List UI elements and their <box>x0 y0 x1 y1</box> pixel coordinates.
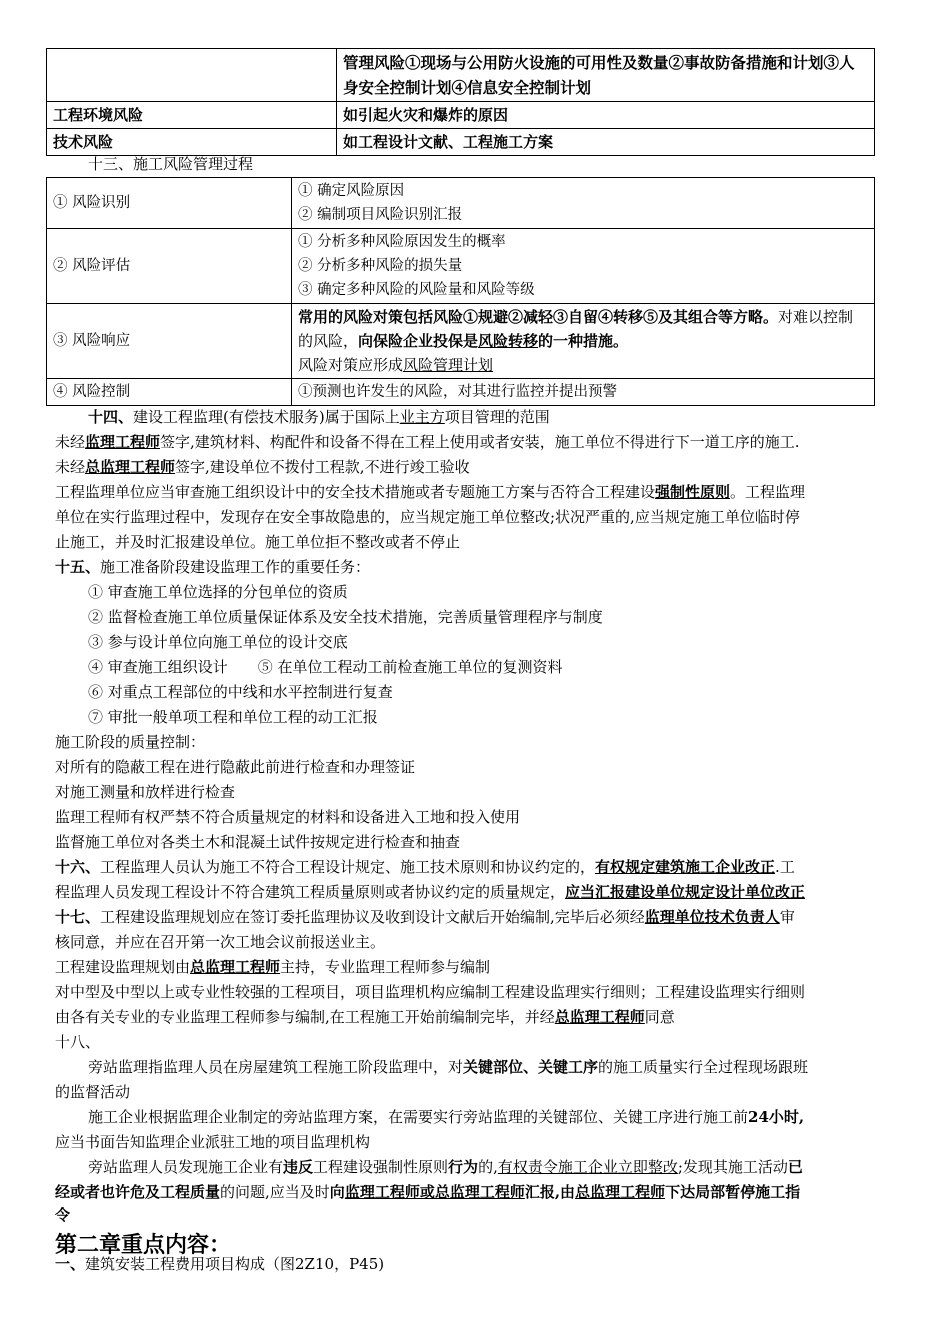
text: 签字,建筑材料、构配件和设备不得在工程上使用或者安装，施工单位不得进行下一道工序的施工. <box>160 433 800 451</box>
text: 总监理工程师 <box>85 458 176 476</box>
text: 24小时 <box>748 1108 799 1126</box>
list-item: ③ 确定多种风险的风险量和风险等级 <box>298 282 535 298</box>
text: 建筑安装工程费用项目构成（图2Z10，P45) <box>85 1255 385 1273</box>
text: 的一种措施。 <box>538 332 629 350</box>
table-cell <box>292 178 875 229</box>
paragraph: 核同意，并应在召开第一次工地会议前报送业主。 <box>55 933 386 951</box>
response-plan <box>298 353 868 377</box>
text: , <box>798 1108 805 1126</box>
section-13-title: 十三、施工风险管理过程 <box>88 155 254 173</box>
paragraph: 令 <box>55 1206 71 1224</box>
section-14-title <box>88 405 550 430</box>
section-16-title <box>55 855 795 880</box>
text: 一、 <box>55 1255 86 1273</box>
text: 旁站监理指监理人员在房屋建筑工程施工阶段监理中，对 <box>88 1058 464 1076</box>
paragraph: 对中型及中型以上或专业性较强的工程项目，项目监理机构应编制工程建设监理实行细则；工程建设监理实行细则 <box>55 983 806 1001</box>
text: 风险对策应形成 <box>298 356 404 374</box>
text: 监理单位技术负责人 <box>644 908 780 926</box>
list-item: ④ 审查施工组织设计 ⑤ 在单位工程动工前检查施工单位的复测资料 <box>88 658 563 676</box>
paragraph: 施工阶段的质量控制： <box>55 733 206 751</box>
paragraph <box>55 430 800 455</box>
text: 关键部位、关键工序 <box>463 1058 599 1076</box>
table-row <box>47 49 875 102</box>
text: 监理工程师或总监理工程师 <box>344 1183 525 1201</box>
text: 行为 <box>448 1158 479 1176</box>
text: 向 <box>329 1183 345 1201</box>
paragraph: 对施工测量和放样进行检查 <box>55 783 236 801</box>
table-cell <box>47 49 337 102</box>
paragraph: 对所有的隐蔽工程在进行隐蔽此前进行检查和办理签证 <box>55 758 416 776</box>
text: 未经 <box>55 458 86 476</box>
table-cell: 技术风险 <box>47 129 337 156</box>
text: ;发现其施工活动 <box>677 1158 788 1176</box>
section-18-title: 十八、 <box>55 1033 101 1051</box>
text: 汇报,由 <box>524 1183 576 1201</box>
table-cell: 如引起火灾和爆炸的原因 <box>337 102 875 129</box>
list-item: ① 审查施工单位选择的分包单位的资质 <box>88 583 348 601</box>
text: 工程建设监理规划由 <box>55 958 191 976</box>
chapter-2-title: 第二章重点内容： <box>55 1233 232 1258</box>
paragraph: 的监督活动 <box>55 1083 131 1101</box>
table-row <box>47 102 875 129</box>
table-cell <box>292 229 875 304</box>
text: 签字,建设单位不拨付工程款,不进行竣工验收 <box>175 458 470 476</box>
table-row <box>47 304 875 379</box>
paragraph <box>55 955 490 980</box>
text: 对难以控制的风险， <box>298 308 854 350</box>
table-cell: ② 风险评估 <box>47 229 292 304</box>
text: 有权规定建筑施工企业改正 <box>595 858 776 876</box>
text: 总监理工程师 <box>190 958 281 976</box>
text: 业主方 <box>399 408 445 426</box>
table-row <box>47 178 875 229</box>
paragraph <box>88 1155 803 1180</box>
section-17-title <box>55 905 795 930</box>
text: 强制性原则 <box>655 483 731 501</box>
section-15-title <box>55 555 370 580</box>
text: 施工准备阶段建设监理工作的重要任务： <box>100 558 371 576</box>
table-cell: 工程环境风险 <box>47 102 337 129</box>
text: 项目管理的范围 <box>444 408 550 426</box>
text: 向保险企业投保是 <box>358 332 479 350</box>
text: 风险转移 <box>478 332 539 350</box>
list-item: ② 编制项目风险识别汇报 <box>298 207 463 223</box>
list-item: ② 监督检查施工单位质量保证体系及安全技术措施，完善质量管理程序与制度 <box>88 608 603 626</box>
paragraph <box>55 880 805 905</box>
paragraph: 应当书面告知监理企业派驻工地的项目监理机构 <box>55 1133 371 1151</box>
text: 总监理工程师 <box>575 1183 666 1201</box>
text: 十五、 <box>55 558 101 576</box>
text: 监理工程师 <box>85 433 161 451</box>
text: 主持，专业监理工程师参与编制 <box>280 958 491 976</box>
text: 同意 <box>644 1008 675 1026</box>
paragraph <box>88 1105 804 1130</box>
text: 审 <box>779 908 795 926</box>
table-cell: ① 风险识别 <box>47 178 292 229</box>
text: 的施工质量实行全过程现场跟班 <box>598 1058 809 1076</box>
chapter-2-item <box>55 1252 384 1277</box>
text: 工程建设监理规划应在签订委托监理协议及收到设计文献后开始编制,完毕后必须经 <box>100 908 645 926</box>
paragraph: 监督施工单位对各类土木和混凝土试件按规定进行检查和抽查 <box>55 833 461 851</box>
risk-process-table <box>46 177 875 406</box>
text: .工 <box>775 858 795 876</box>
text: 的, <box>478 1158 498 1176</box>
text: 十四、 <box>88 408 134 426</box>
text: 风险管理计划 <box>403 356 494 374</box>
response-text <box>298 305 868 353</box>
table-cell <box>292 304 875 379</box>
text: 工程监理人员认为施工不符合工程设计规定、施工技术原则和协议约定的， <box>100 858 596 876</box>
response-strategies: 常用的风险对策包括风险①规避②减轻③自留④转移⑤及其组合等方略。 <box>298 308 779 326</box>
paragraph <box>55 1180 800 1205</box>
list-item: ⑥ 对重点工程部位的中线和水平控制进行复查 <box>88 683 393 701</box>
list-item: ⑦ 审批一般单项工程和单位工程的动工汇报 <box>88 708 378 726</box>
list-item: ② 分析多种风险的损失量 <box>298 258 463 274</box>
text: 十六、 <box>55 858 101 876</box>
text: 施工企业根据监理企业制定的旁站监理方案，在需要实行旁站监理的关键部位、关键工序进行施工前 <box>88 1108 749 1126</box>
paragraph <box>55 1005 675 1030</box>
list-item: ① 分析多种风险原因发生的概率 <box>298 234 506 250</box>
table-row <box>47 379 875 406</box>
text: 程监理人员发现工程设计不符合建筑工程质量原则或者协议约定的质量规定， <box>55 883 566 901</box>
text: 有权责令施工企业立即整改 <box>497 1158 678 1176</box>
table-cell: ③ 风险响应 <box>47 304 292 379</box>
text: 旁站监理人员发现施工企业有 <box>88 1158 284 1176</box>
text: 应当汇报建设单位规定设计单位改正 <box>565 883 806 901</box>
text: 十七、 <box>55 908 101 926</box>
paragraph: 监理工程师有权严禁不符合质量规定的材料和设备进入工地和投入使用 <box>55 808 521 826</box>
text: 工程建设强制性原则 <box>313 1158 449 1176</box>
table-cell: ④ 风险控制 <box>47 379 292 406</box>
text: 未经 <box>55 433 86 451</box>
text: 已 <box>787 1158 803 1176</box>
table-cell: 如工程设计文献、工程施工方案 <box>337 129 875 156</box>
table-row <box>47 229 875 304</box>
text: 违反 <box>283 1158 314 1176</box>
list-item: ① 确定风险原因 <box>298 183 405 199</box>
text: 经或者也许危及工程质量 <box>55 1183 221 1201</box>
text: 总监理工程师 <box>554 1008 645 1026</box>
paragraph <box>55 480 805 505</box>
paragraph: 单位在实行监理过程中，发现存在安全事故隐患的，应当规定施工单位整改;状况严重的,应当规定施工单位临时停 <box>55 508 800 526</box>
paragraph: 止施工，并及时汇报建设单位。施工单位拒不整改或者不停止 <box>55 533 461 551</box>
table-cell: 管理风险①现场与公用防火设施的可用性及数量②事故防备措施和计划③人身安全控制计划④信息安全控制计划 <box>337 49 875 102</box>
text: 的问题,应当及时 <box>220 1183 330 1201</box>
table-cell: ①预测也许发生的风险，对其进行监控并提出预警 <box>292 379 875 406</box>
risk-table <box>46 48 875 156</box>
text: 。工程监理 <box>730 483 806 501</box>
text: 由各有关专业的专业监理工程师参与编制,在工程施工开始前编制完毕，并经 <box>55 1008 555 1026</box>
text: 工程监理单位应当审查施工组织设计中的安全技术措施或者专题施工方案与否符合工程建设 <box>55 483 656 501</box>
paragraph <box>55 455 470 480</box>
list-item: ③ 参与设计单位向施工单位的设计交底 <box>88 633 348 651</box>
text: 建设工程监理(有偿技术服务)属于国际上 <box>133 408 400 426</box>
paragraph <box>88 1055 808 1080</box>
text: 下达局部暂停施工指 <box>665 1183 801 1201</box>
